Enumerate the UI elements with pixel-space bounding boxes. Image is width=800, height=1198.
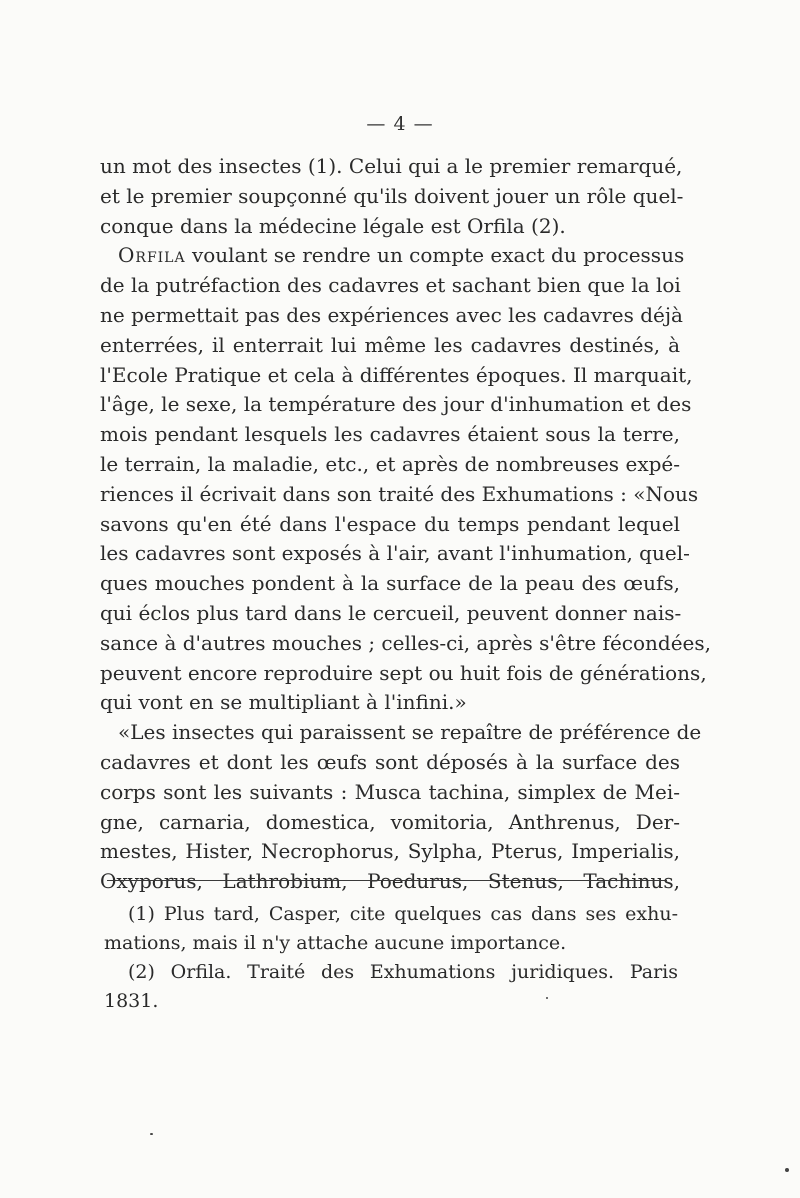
footnote-separator [107, 880, 667, 881]
text-line: savons qu'en été dans l'espace du temps pendant lequel [100, 511, 680, 536]
text-line: peuvent encore reproduire sept ou huit fois de générations, [100, 660, 707, 685]
page-number: — 4 — [366, 113, 434, 135]
text-line: le terrain, la maladie, etc., et après de nombreuses expé- [100, 451, 680, 476]
text-line: «Les insectes qui paraissent se repaître de préférence de [118, 720, 702, 745]
text-line: mestes, Hister, Necrophorus, Sylpha, Pterus, Imperialis, [100, 839, 680, 864]
paper-speck [150, 1133, 153, 1135]
text-line: Oxyporus, Lathrobium, Poedurus, Stenus, Tachinus, [100, 869, 680, 894]
footnotes [104, 900, 678, 1016]
text-line-rest: voulant se rendre un compte exact du processus [191, 243, 685, 268]
text-line-orfila [100, 241, 685, 271]
text-line: gne, carnaria, domestica, vomitoria, Anthrenus, Der- [100, 809, 680, 834]
text-line: corps sont les suivants : Musca tachina, simplex de Mei- [100, 779, 680, 804]
text-line: cadavres et dont les œufs sont déposés à la surface des [100, 749, 680, 774]
text-line: sance à d'autres mouches ; celles-ci, après s'être fécondées, [100, 630, 712, 655]
paper-speck [546, 997, 548, 999]
footnote-2-cont: 1831. [104, 990, 159, 1012]
text-line: ques mouches pondent à la surface de la peau des œufs, [100, 571, 680, 596]
text-line: un mot des insectes (1). Celui qui a le premier remarqué, [100, 154, 683, 178]
text-line: ne permettait pas des expériences avec les cadavres déjà [100, 302, 683, 327]
text-line: qui vont en se multipliant à l'infini.» [100, 690, 467, 715]
text-line: riences il écrivait dans son traité des Exhumations : «Nous [100, 481, 699, 506]
footnote-1-cont: mations, mais il n'y attache aucune importance. [104, 932, 567, 954]
text-line: mois pendant lesquels les cadavres étaient sous la terre, [100, 422, 680, 447]
text-line: de la putréfaction des cadavres et sachant bien que la loi [100, 273, 681, 298]
text-line: enterrées, il enterrait lui même les cadavres destinés, à [100, 332, 680, 357]
text-line: l'Ecole Pratique et cela à différentes époques. Il marquait, [100, 362, 693, 387]
paper-speck [785, 1168, 789, 1172]
footnote-2: (2) Orfila. Traité des Exhumations juridiques. Paris [128, 961, 678, 983]
text-line: les cadavres sont exposés à l'air, avant l'inhumation, quel- [100, 541, 690, 566]
footnote-1: (1) Plus tard, Casper, cite quelques cas dans ses exhu- [128, 903, 678, 925]
author-name-smallcaps: Orfila [118, 243, 186, 268]
text-line: l'âge, le sexe, la température des jour d'inhumation et des [100, 392, 692, 417]
text-line: et le premier soupçonné qu'ils doivent jouer un rôle quel- [100, 183, 684, 208]
body-text [100, 152, 712, 897]
text-line: conque dans la médecine légale est Orfila (2). [100, 213, 566, 238]
text-line: qui éclos plus tard dans le cercueil, peuvent donner nais- [100, 600, 682, 625]
